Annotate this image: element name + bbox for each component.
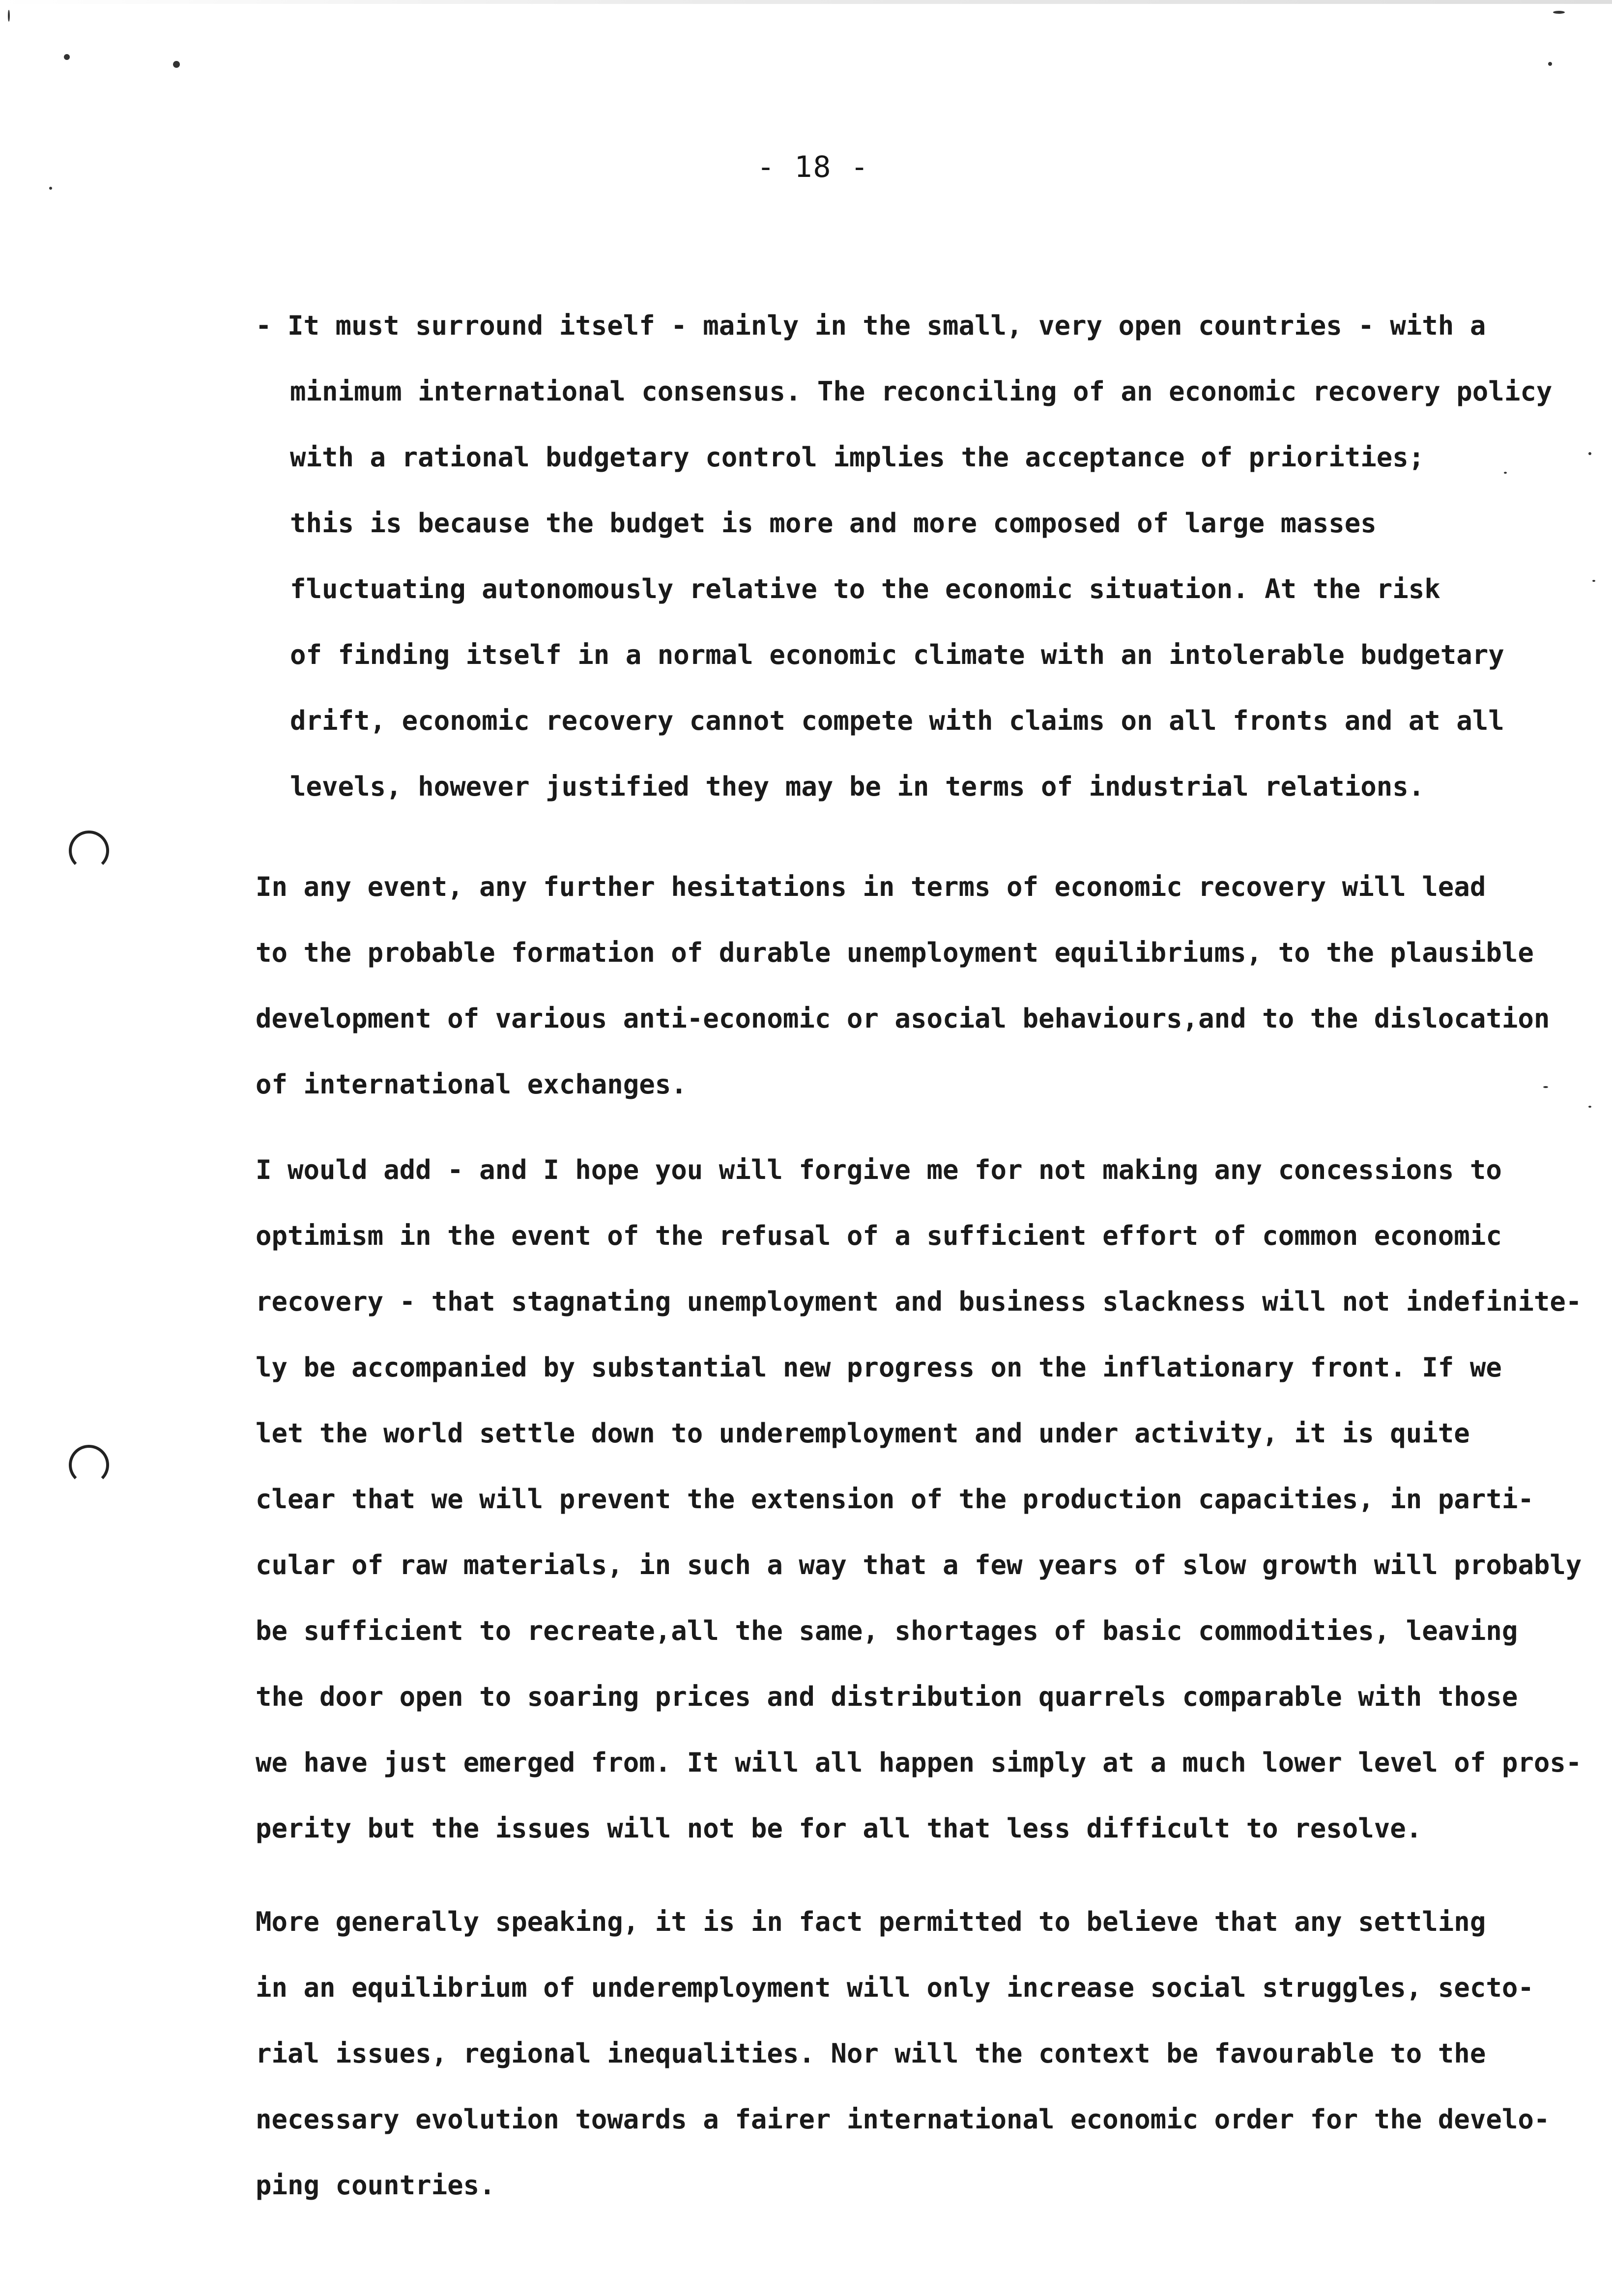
text-line: the door open to soaring prices and distribution quarrels comparable with those [256, 1681, 1518, 1712]
text-line: let the world settle down to underemployment and under activity, it is quite [256, 1418, 1470, 1449]
text-line: of international exchanges. [256, 1069, 687, 1100]
scan-speck [1588, 452, 1591, 455]
scan-speck [64, 54, 70, 60]
text-line: this is because the budget is more and more composed of large masses [290, 508, 1377, 539]
text-line: rial issues, regional inequalities. Nor will the context be favourable to the [256, 2038, 1486, 2069]
text-line: levels, however justified they may be in terms of industrial relations. [290, 771, 1425, 802]
text-line: ping countries. [256, 2170, 495, 2201]
text-line: cular of raw materials, in such a way that a few years of slow growth will probably [256, 1550, 1582, 1580]
text-line: in an equilibrium of underemployment will only increase social struggles, secto- [256, 1972, 1534, 2003]
text-line: I would add - and I hope you will forgive me for not making any concessions to [256, 1154, 1502, 1185]
scan-speck [173, 61, 180, 68]
text-line: we have just emerged from. It will all happen simply at a much lower level of pros- [256, 1747, 1582, 1778]
text-line: optimism in the event of the refusal of a sufficient effort of common economic [256, 1220, 1502, 1251]
text-line: drift, economic recovery cannot compete with claims on all fronts and at all [290, 705, 1504, 736]
scan-speck [1548, 62, 1552, 66]
text-line: recovery - that stagnating unemployment and business slackness will not indefinite- [256, 1286, 1582, 1317]
text-line: of finding itself in a normal economic climate with an intolerable budgetary [290, 639, 1504, 670]
scan-speck [49, 187, 52, 190]
punch-hole-bottom [69, 1445, 109, 1485]
scan-speck [1553, 11, 1565, 14]
text-line: with a rational budgetary control implies the acceptance of priorities; [290, 442, 1425, 473]
text-line: More generally speaking, it is in fact permitted to believe that any settling [256, 1906, 1486, 1937]
text-line: - It must surround itself - mainly in the small, very open countries - with a [256, 310, 1486, 341]
text-line: In any event, any further hesitations in terms of economic recovery will lead [256, 871, 1486, 902]
text-line: fluctuating autonomously relative to the economic situation. At the risk [290, 574, 1440, 604]
scan-speck [1588, 1106, 1591, 1108]
scan-speck [8, 10, 10, 22]
scan-speck [1592, 580, 1595, 582]
text-line: be sufficient to recreate,all the same, shortages of basic commodities, leaving [256, 1615, 1518, 1646]
scan-speck [1504, 472, 1507, 474]
text-line: ly be accompanied by substantial new progress on the inflationary front. If we [256, 1352, 1502, 1383]
text-line: development of various anti-economic or asocial behaviours,and to the dislocation [256, 1003, 1550, 1034]
text-line: clear that we will prevent the extension of the production capacities, in parti- [256, 1484, 1534, 1515]
scan-edge [0, 0, 1612, 4]
text-line: minimum international consensus. The reconciling of an economic recovery policy [290, 376, 1553, 407]
text-line: necessary evolution towards a fairer international economic order for the develo- [256, 2104, 1550, 2135]
page-number: - 18 - [757, 150, 869, 184]
text-line: to the probable formation of durable unemployment equilibriums, to the plausible [256, 937, 1534, 968]
text-line: perity but the issues will not be for all that less difficult to resolve. [256, 1813, 1422, 1844]
scan-speck [1543, 1086, 1548, 1088]
punch-hole-top [69, 831, 109, 871]
